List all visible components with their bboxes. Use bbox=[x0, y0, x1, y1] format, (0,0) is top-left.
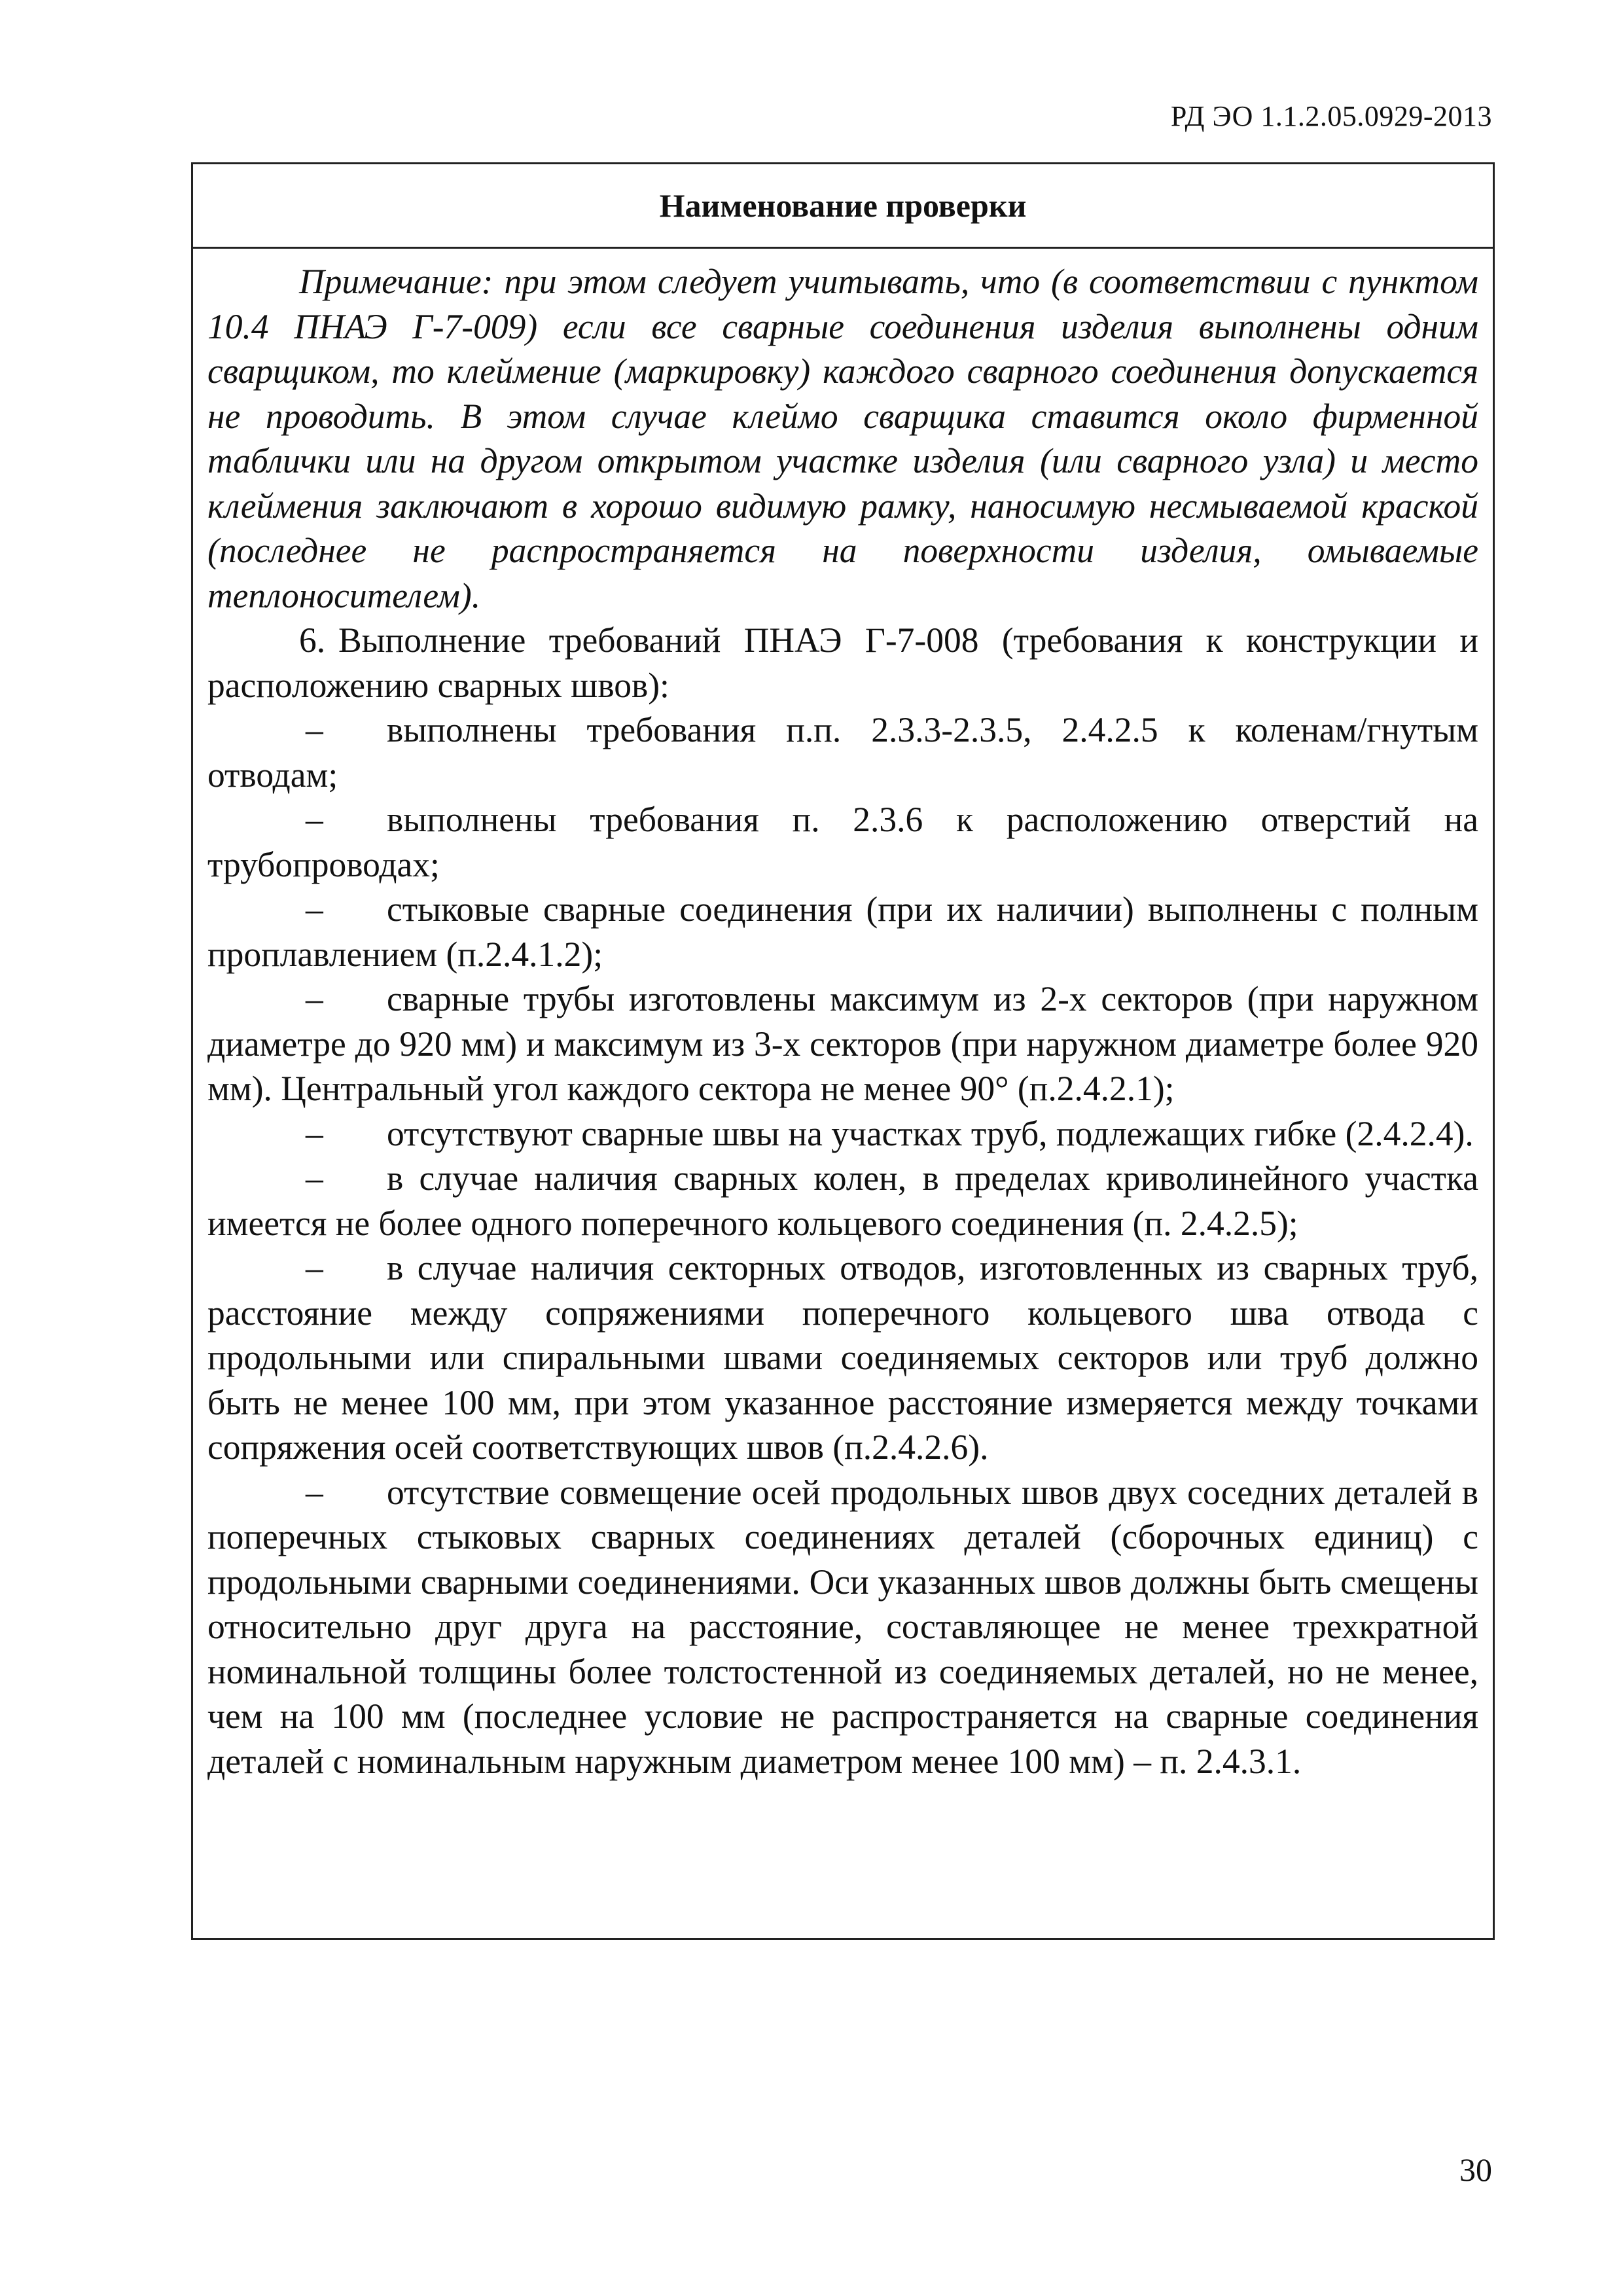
list-item-text: отсутствуют сварные швы на участках труб, подлежащих гибке (2.4.2.4). bbox=[387, 1113, 1474, 1153]
list-item-text: в случае наличия секторных отводов, изготовленных из сварных труб, расстояние между сопряжениями поперечного кольцевого шва отвода с продольными или спиральными швами соединяемых секторов или труб должно быть не менее 100 мм, при этом указанное расстояние измеряется между точками сопряжения осей соответствующих швов (п.2.4.2.6). bbox=[207, 1248, 1478, 1467]
dash-marker: – bbox=[306, 979, 323, 1018]
item-number: 6. bbox=[299, 620, 326, 660]
document-code: РД ЭО 1.1.2.05.0929-2013 bbox=[1170, 100, 1492, 132]
list-item-text: в случае наличия сварных колен, в пределах криволинейного участка имеется не более одного поперечного кольцевого соединения (п. 2.4.2.5); bbox=[207, 1158, 1478, 1243]
check-table bbox=[191, 162, 1495, 1940]
list-item bbox=[207, 1111, 1478, 1157]
list-item bbox=[207, 977, 1478, 1111]
dash-marker: – bbox=[306, 710, 323, 749]
list-item bbox=[207, 708, 1478, 797]
item-6 bbox=[207, 618, 1478, 708]
list-item-text: выполнены требования п. 2.3.6 к расположению отверстий на трубопроводах; bbox=[207, 800, 1478, 884]
table-header: Наименование проверки bbox=[193, 164, 1493, 249]
dash-marker: – bbox=[306, 889, 323, 929]
subitem-list bbox=[207, 708, 1478, 1784]
table-body bbox=[193, 249, 1493, 1784]
list-item-text: стыковые сварные соединения (при их наличии) выполнены с полным проплавлением (п.2.4.1.2); bbox=[207, 889, 1478, 974]
dash-marker: – bbox=[306, 1472, 323, 1512]
note-paragraph: Примечание: при этом следует учитывать, что (в соответствии с пунктом 10.4 ПНАЭ Г-7-009) если все сварные соединения изделия выполнены одним сварщиком, то клеймение (маркировку) каждого сварного соединения допускается не проводить. В этом случае клеймо сварщика ставится около фирменной таблички или на другом открытом участке изделия (или сварного узла) и место клеймения заключают в хорошо видимую рамку, наносимую несмываемой краской (последнее не распространяется на поверхности изделия, омываемые теплоносителем). bbox=[207, 262, 1478, 615]
list-item bbox=[207, 1246, 1478, 1470]
list-item bbox=[207, 887, 1478, 977]
dash-marker: – bbox=[306, 1113, 323, 1153]
list-item-text: выполнены требования п.п. 2.3.3-2.3.5, 2.4.2.5 к коленам/гнутым отводам; bbox=[207, 710, 1478, 795]
dash-marker: – bbox=[306, 1158, 323, 1198]
page-number: 30 bbox=[1459, 2151, 1492, 2188]
dash-marker: – bbox=[306, 1248, 323, 1287]
list-item bbox=[207, 797, 1478, 887]
list-item bbox=[207, 1470, 1478, 1784]
list-item-text: сварные трубы изготовлены максимум из 2-х секторов (при наружном диаметре до 920 мм) и максимум из 3-х секторов (при наружном диаметре более 920 мм). Центральный угол каждого сектора не менее 90° (п.2.4.2.1); bbox=[207, 979, 1478, 1108]
dash-marker: – bbox=[306, 800, 323, 839]
list-item-text: отсутствие совмещение осей продольных швов двух соседних деталей в поперечных стыковых сварных соединениях деталей (сборочных единиц) с продольными сварными соединениями. Оси указанных швов должны быть смещены относительно друг друга на расстояние, составляющее не менее трехкратной номинальной толщины более толстостенной из соединяемых деталей, но не менее, чем на 100 мм (последнее условие не распространяется на сварные соединения деталей с номинальным наружным диаметром менее 100 мм) – п. 2.4.3.1. bbox=[207, 1472, 1478, 1781]
list-item bbox=[207, 1156, 1478, 1246]
item-6-text: Выполнение требований ПНАЭ Г-7-008 (требования к конструкции и расположению сварных швов): bbox=[207, 620, 1478, 705]
